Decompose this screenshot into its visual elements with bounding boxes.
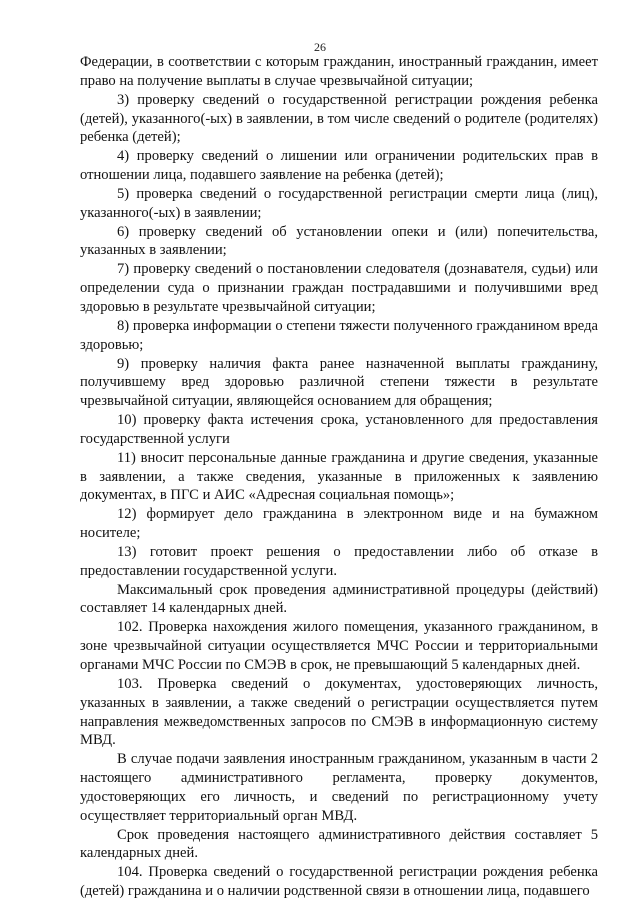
paragraph: 10) проверку факта истечения срока, установленного для предоставления государственной услуги: [80, 412, 598, 447]
paragraph: 11) вносит персональные данные гражданина и другие сведения, указанные в заявлении, а также сведения, указанные в приложенных к заявлению документах, в ПГС и АИС «Адресная социальная помощь»;: [80, 449, 598, 504]
paragraph: 12) формирует дело гражданина в электронном виде и на бумажном носителе;: [80, 506, 598, 542]
paragraph: 7) проверку сведений о постановлении следователя (дознавателя, судьи) или определении суда о признании граждан пострадавшими и получившими вред здоровью в результате чрезвычайной ситуации;: [80, 261, 598, 315]
paragraph: 8) проверка информации о степени тяжести полученного гражданином вреда здоровью;: [80, 317, 598, 353]
paragraph: 102. Проверка нахождения жилого помещения, указанного гражданином, в зоне чрезвычайной ситуации осуществляется МЧС России и территориальными органами МЧС России по СМЭВ в срок, не превышающий 5 календарных дней.: [80, 619, 598, 673]
paragraph: Максимальный срок проведения административной процедуры (действий) составляет 14 календарных дней.: [80, 581, 598, 617]
paragraph: 13) готовит проект решения о предоставлении либо об отказе в предоставлении государственной услуги.: [80, 543, 598, 579]
paragraph: 6) проверку сведений об установлении опеки и (или) попечительства, указанных в заявлении;: [80, 223, 598, 259]
paragraph: 104. Проверка сведений о государственной регистрации рождения ребенка (детей) гражданина и о наличии родственной связи в отношении лица, подавшего: [80, 864, 598, 900]
paragraph: Федерации, в соответствии с которым гражданин, иностранный гражданин, имеет право на получение выплаты в случае чрезвычайной ситуации;: [80, 54, 598, 89]
paragraph: Срок проведения настоящего административного действия составляет 5 календарных дней.: [80, 826, 598, 862]
paragraph: 4) проверку сведений о лишении или ограничении родительских прав в отношении лица, подавшего заявление на ребенка (детей);: [80, 148, 598, 184]
paragraph: 103. Проверка сведений о документах, удостоверяющих личность, указанных в заявлении, а также сведений о регистрации осуществляется путем направления межведомственных запросов по СМЭВ в информационную систему МВД.: [80, 675, 598, 749]
document-body: [80, 53, 598, 901]
paragraph: 9) проверку наличия факта ранее назначенной выплаты гражданину, получившему вред здоровью различной степени тяжести в результате чрезвычайной ситуации, являющейся основанием для обращения;: [80, 355, 598, 410]
paragraph: В случае подачи заявления иностранным гражданином, указанным в части 2 настоящего административного регламента, проверку документов, удостоверяющих его личность, и сведений по регистрационному учету осуществляет территориальный орган МВД.: [80, 751, 598, 824]
paragraph: 5) проверка сведений о государственной регистрации смерти лица (лиц), указанного(-ых) в заявлении;: [80, 185, 598, 221]
page-number: 26: [314, 40, 326, 54]
paragraph: 3) проверку сведений о государственной регистрации рождения ребенка (детей), указанного(-ых) в заявлении, в том числе сведений о родителе (родителях) ребенка (детей);: [80, 91, 598, 146]
